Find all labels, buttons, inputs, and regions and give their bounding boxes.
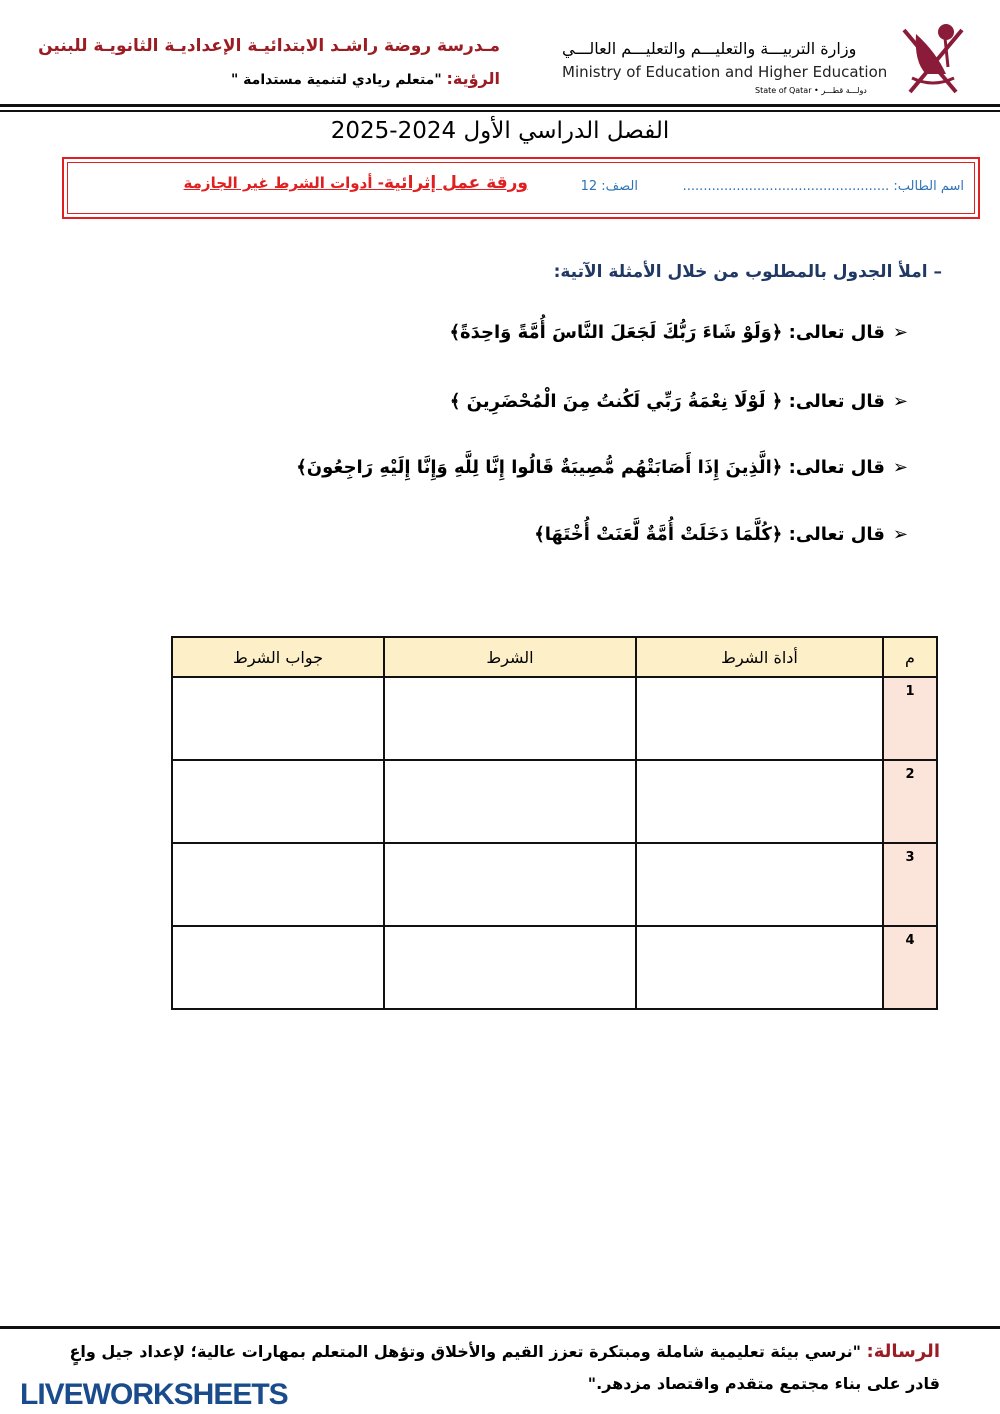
header-condition-answer: جواب الشرط	[172, 637, 384, 677]
footer-divider	[0, 1326, 1000, 1329]
answer-cell[interactable]	[636, 677, 883, 760]
verse-prefix: قال تعالى:	[788, 457, 885, 478]
answer-cell[interactable]	[172, 843, 384, 926]
header-divider	[0, 104, 1000, 107]
term-title: الفصل الدراسي الأول 2024-2025	[330, 118, 670, 144]
row-number: 1	[883, 677, 937, 760]
verse-prefix: قال تعالى:	[788, 322, 885, 343]
header-divider	[0, 110, 1000, 112]
verse-item	[296, 457, 908, 478]
header-condition-tool: أداة الشرط	[636, 637, 883, 677]
state-label: State of Qatar • دولـــة قطـــر	[755, 86, 867, 95]
table-row	[172, 677, 937, 760]
message-text: "نرسي بيئة تعليمية شاملة ومبتكرة تعزز القيم والأخلاق وتؤهل المتعلم بمهارات عالية؛ لإعداد جيل واعٍ قادر على بناء مجتمع متقدم واقتصاد مزدهر."	[69, 1342, 940, 1393]
school-vision	[231, 68, 500, 91]
vision-text: "متعلم ريادي لتنمية مستدامة "	[231, 72, 442, 88]
answer-cell[interactable]	[636, 760, 883, 843]
answer-cell[interactable]	[384, 926, 636, 1009]
verse-prefix: قال تعالى:	[788, 524, 885, 545]
verse-item	[449, 322, 908, 343]
row-number: 4	[883, 926, 937, 1009]
answer-cell[interactable]	[172, 760, 384, 843]
worksheet-info-box	[62, 157, 980, 219]
message-label: الرسالة:	[866, 1341, 940, 1362]
answer-cell[interactable]	[384, 677, 636, 760]
worksheet-title-sub: - أدوات الشرط غير الجازمة	[183, 174, 384, 192]
verse-item	[450, 391, 908, 412]
answer-cell[interactable]	[384, 760, 636, 843]
answer-cell[interactable]	[636, 926, 883, 1009]
verse-text: ﴿الَّذِينَ إِذَا أَصَابَتْهُم مُّصِيبَةٌ قَالُوا إِنَّا لِلَّهِ وَإِنَّا إِلَيْهِ رَاجِعُونَ﴾	[296, 457, 783, 478]
worksheet-title-main: ورقة عمل إثرائية	[383, 173, 528, 193]
instruction: – املأ الجدول بالمطلوب من خلال الأمثلة الآتية:	[553, 262, 942, 282]
header-number: م	[883, 637, 937, 677]
grade-label: الصف: 12	[580, 179, 638, 194]
row-number: 2	[883, 760, 937, 843]
qatar-emblem-icon	[896, 22, 970, 100]
vision-label: الرؤية:	[446, 69, 500, 88]
arrow-bullet-icon: ➢	[892, 457, 908, 478]
verse-text: ﴿كُلَّمَا دَخَلَتْ أُمَّةٌ لَّعَنَتْ أُخْتَهَا﴾	[534, 524, 783, 545]
answer-cell[interactable]	[172, 926, 384, 1009]
row-number: 3	[883, 843, 937, 926]
worksheet-title	[184, 173, 528, 193]
student-name-field[interactable]: اسم الطالب: ..................................................	[682, 179, 964, 194]
table-row	[172, 843, 937, 926]
answer-cell[interactable]	[636, 843, 883, 926]
table-header-row	[172, 637, 937, 677]
arrow-bullet-icon: ➢	[892, 524, 908, 545]
table-row	[172, 926, 937, 1009]
arrow-bullet-icon: ➢	[892, 322, 908, 343]
liveworksheets-watermark: LIVEWORKSHEETS	[20, 1378, 288, 1411]
verse-text: ﴿ لَوْلَا نِعْمَةُ رَبِّي لَكُنتُ مِنَ الْمُحْضَرِينَ ﴾	[449, 391, 783, 412]
verse-text: ﴿وَلَوْ شَاءَ رَبُّكَ لَجَعَلَ النَّاسَ أُمَّةً وَاحِدَةً﴾	[449, 322, 783, 343]
table-row	[172, 760, 937, 843]
ministry-name-english: Ministry of Education and Higher Education	[562, 63, 888, 81]
answer-cell[interactable]	[172, 677, 384, 760]
answer-table	[171, 636, 938, 1010]
verse-prefix: قال تعالى:	[788, 391, 885, 412]
arrow-bullet-icon: ➢	[892, 391, 908, 412]
answer-cell[interactable]	[384, 843, 636, 926]
header-condition: الشرط	[384, 637, 636, 677]
school-name: مـدرسة روضة راشـد الابتدائيـة الإعداديـة الثانويـة للبنين	[38, 36, 500, 56]
ministry-name-arabic: وزارة التربيـــة والتعليـــم والتعليـــم العالـــي	[562, 39, 857, 58]
verse-item	[534, 524, 908, 545]
